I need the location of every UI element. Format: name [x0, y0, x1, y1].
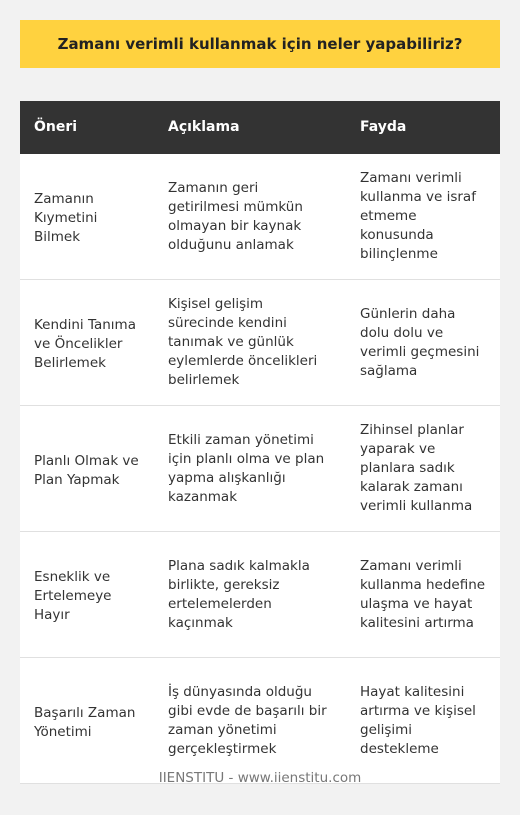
table-cell-oneri: Zamanın Kıymetini Bilmek [34, 191, 98, 245]
header-cell-fayda: Fayda [360, 119, 407, 135]
table-header-row [20, 101, 500, 154]
table-cell-fayda: Zamanı verimli kullanma hedefine ulaşma ve hayat kalitesini artırma [360, 557, 486, 631]
table-row [20, 154, 500, 280]
table-cell-aciklama: Plana sadık kalmakla birlikte, gereksiz ertelemelerden kaçınmak [168, 557, 310, 631]
table-row [20, 280, 500, 406]
footer-credit: IIENSTITU - www.iienstitu.com [158, 770, 362, 786]
title-banner [20, 20, 500, 68]
table-cell-fayda: Hayat kalitesini artırma ve kişisel gelişimi destekleme [360, 683, 476, 757]
table-cell-oneri: Planlı Olmak ve Plan Yapmak [34, 452, 139, 488]
table-cell-aciklama: İş dünyasında olduğu gibi evde de başarılı bir zaman yönetimi gerçekleştirmek [168, 683, 327, 757]
table-cell-fayda: Zamanı verimli kullanma ve israf etmeme konusunda bilinçlenme [360, 170, 476, 262]
header-cell-oneri: Öneri [34, 119, 78, 135]
table-cell-aciklama: Kişisel gelişim sürecinde kendini tanımak ve günlük eylemlerde öncelikleri belirlemek [168, 296, 318, 388]
page-title: Zamanı verimli kullanmak için neler yapabiliriz? [57, 35, 463, 53]
table-cell-fayda: Zihinsel planlar yaparak ve planlara sadık kalarak zamanı verimli kullanma [360, 422, 473, 514]
recommendation-table [20, 101, 500, 784]
table-cell-oneri: Başarılı Zaman Yönetimi [34, 704, 136, 740]
table-cell-oneri: Esneklik ve Ertelemeye Hayır [34, 569, 112, 623]
table-cell-fayda: Günlerin daha dolu dolu ve verimli geçmesini sağlama [360, 305, 480, 379]
table-row [20, 406, 500, 532]
table-cell-aciklama: Zamanın geri getirilmesi mümkün olmayan bir kaynak olduğunu anlamak [168, 179, 303, 253]
table-row [20, 532, 500, 658]
table-cell-oneri: Kendini Tanıma ve Öncelikler Belirlemek [34, 317, 136, 371]
table-row [20, 658, 500, 784]
table-cell-aciklama: Etkili zaman yönetimi için planlı olma ve plan yapma alışkanlığı kazanmak [168, 431, 325, 505]
header-cell-aciklama: Açıklama [168, 119, 240, 135]
